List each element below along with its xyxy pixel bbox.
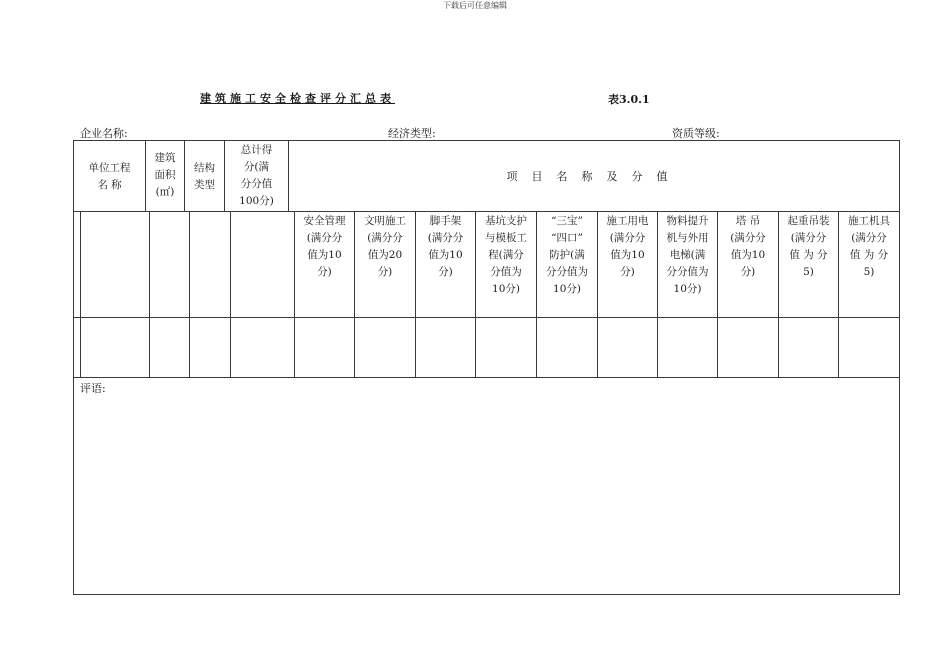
col-structure-type: 结构 类型 (194, 162, 215, 191)
item-excavation-formwork: 基坑支护 与模板工 程(满分 分值为 10分) (485, 215, 527, 295)
item-hoist-elevator: 物料提升 机与外用 电梯(满 分分值为 10分) (666, 215, 709, 295)
remarks-label: 评语: (80, 382, 106, 395)
item-three-treasures-four-openings: “三宝” “四口” 防护(满 分分值为 10分) (546, 215, 588, 295)
economic-type-label: 经济类型: (388, 127, 436, 140)
company-name-label: 企业名称: (80, 127, 128, 140)
item-lifting-hoisting: 起重吊装 (满分分 值 为 分 5) (787, 215, 830, 278)
qualification-grade-label: 资质等级: (672, 127, 720, 140)
document-title: 建筑施工安全检查评分汇总表 (200, 92, 395, 105)
item-safety-management: 安全管理 (满分分 值为10 分) (303, 215, 346, 278)
item-construction-machinery: 施工机具 (满分分 值 为 分 5) (848, 215, 890, 278)
item-scaffolding: 脚手架 (满分分 值为10 分) (427, 215, 464, 278)
col-total-score: 总计得 分(满 分分值 100分) (239, 144, 274, 207)
col-project-items-span: 项目名称及分值 (506, 170, 682, 183)
header-note: 下载后可任意编辑 (443, 1, 507, 10)
col-unit-project-name: 单位工程 名 称 (88, 162, 131, 191)
col-building-area: 建筑 面积 (㎡) (154, 152, 176, 198)
item-civilized-construction: 文明施工 (满分分 值为20 分) (364, 215, 406, 278)
item-tower-crane: 塔 吊 (满分分 值为10 分) (730, 215, 766, 278)
item-construction-electricity: 施工用电 (满分分 值为10 分) (606, 215, 649, 278)
table-number: 表3.0.1 (608, 93, 650, 106)
